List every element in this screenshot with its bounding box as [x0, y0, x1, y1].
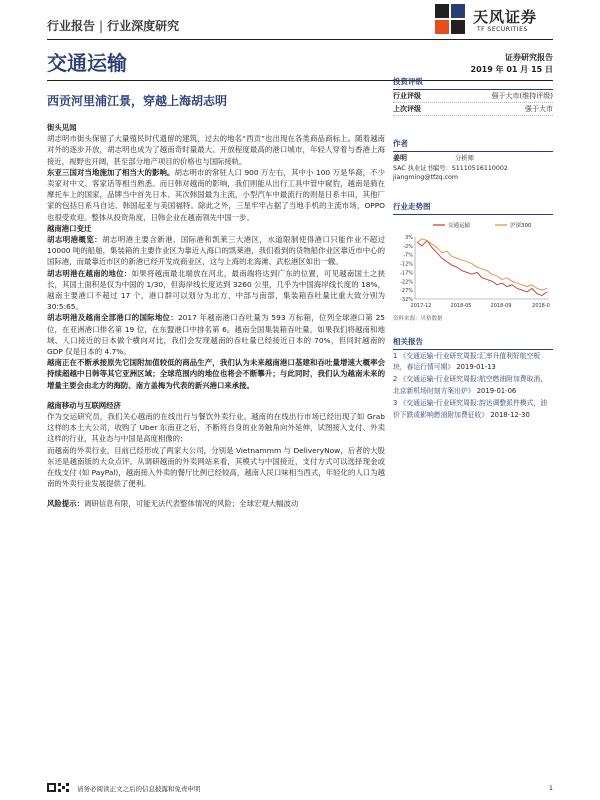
risk-warning [47, 498, 385, 509]
paragraph [47, 312, 385, 357]
paragraph [47, 268, 385, 313]
qr-code-icon [47, 783, 71, 792]
spacer [47, 391, 385, 400]
disclaimer: 请务必阅读正文之后的信息披露和免责申明 [77, 785, 201, 793]
prev-rating-row [393, 103, 553, 116]
paragraph-lead: 胡志明港及越南全部港口的国际地位： [47, 313, 178, 323]
brand-logo [433, 4, 553, 40]
related-report-1[interactable]: 1 《交通运输-行业研究周报:汇率升值利好航空板块，春运行情可期》 2019-01-13 [393, 351, 541, 371]
y-tick-label: -7% [403, 252, 413, 259]
related-report-date: 2018-12-30 [490, 410, 530, 419]
x-tick-label: 2018-09 [490, 302, 512, 309]
risk-text: 调研信息有限，可能无法代表整体情况的风险；全球宏观大幅波动 [83, 498, 299, 508]
industry-rating-value: 强于大市(维持评级) [491, 92, 553, 100]
brand-mark-icon [433, 4, 467, 40]
spacer [393, 116, 553, 138]
paragraph-lead: 胡志明港在越南的地位： [47, 268, 132, 278]
y-tick-label: 3% [405, 234, 413, 241]
y-tick-label: -17% [400, 269, 413, 276]
author-name: 姜明 [393, 154, 407, 162]
report-header [47, 10, 553, 40]
paragraph [47, 234, 385, 268]
y-tick-label: -27% [400, 287, 413, 294]
chart-source: 资料来源：贝格数据 [393, 315, 443, 322]
report-type: 证券研究报告 [505, 53, 553, 62]
chart-svg [393, 217, 553, 312]
author-email[interactable]: jiangming@tfzq.com [393, 174, 458, 181]
breadcrumb [47, 17, 179, 34]
prev-rating-label: 上次评级 [393, 105, 421, 113]
y-tick-label: -12% [400, 261, 413, 268]
paragraph: 胡志明市街头保留了大量殖民时代遗留的建筑，过去的地名“西贡”也出现在各类商品商标上。随着越南对外的逐步开放，胡志明也成为了越南奇时量最大、开放程度最高的港口城市，年轻人穿着与香港上海接近，视野也开阔，甚至部分地产项目的价格也与国际接轨。 [47, 134, 385, 166]
related-report-2[interactable]: 2 《交通运输-行业研究周报:航空燃油附加费取消，北京新机场时刻方案出炉》 2019-01-06 [393, 375, 547, 395]
related-report-3[interactable]: 3 《交通运输-行业研究周报:韵达调整派件模式，油价下跌或影响燃油附加费征收》 2018-12-30 [393, 399, 547, 419]
author-sac: SAC 执业证书编号：S1110516110002 [393, 164, 508, 172]
industry-rating-label: 行业评级 [393, 92, 421, 100]
related-report-date: 2019-01-06 [476, 386, 517, 395]
spacer [393, 322, 553, 336]
related-title: 相关报告 [393, 336, 553, 350]
industry-rating-row [393, 90, 553, 103]
y-tick-label: -22% [400, 278, 413, 285]
rating-title: 投资评级 [393, 76, 553, 90]
related-report-date: 2019-01-13 [456, 362, 496, 371]
legend-label: 沪深300 [510, 222, 532, 229]
spacer [47, 490, 385, 498]
paragraph-text: 如果将越南最北端放在河北，最南端将达到广东的位置，可见越南国土之狭长，其国土面积是仅为中国的 1/30，但海岸线长度达到 3260 公里，几乎为中国海岸线长度的 18%，越南主要港口不超过 17 个，港口群可以划分为北方、中部与南部，集装箱吞吐量比重大致分别为 30:5:65。 [47, 268, 385, 312]
brand-name-en: TF SECURITIES [477, 26, 528, 33]
sidebar [393, 76, 553, 421]
paragraph-text: 胡志明市的常驻人口 900 万左右，其中小 100 万是华裔，不少卖家对中文、客家话等相当熟悉。而日韩对越南的影响，我们则能从出行工具中管中窥豹，越南是骑在摩托车上的国家，品牌当中首先日本、其次韩国最为主流，小型汽车中最流行的则是日系丰田，其他厂家的包括日系马自达、韩国起亚与美国福特。除此之外，三星牢牢占据了当地手机的主流市场，OPPO 也很受欢迎。整体从投资角度，日韩企业在越南领先中国一步。 [47, 167, 385, 222]
paragraph: 作为交运研究员，我们关心越南的在线出行与餐饮外卖行业。越南的在线出行市场已经出现了如 Grab 这样的本土大公司，收购了 Uber 东南亚之后，不断将自身的业务触角向外延伸，试图接入支付、外卖这样的行业，其业态与中国是高度相像的； [47, 412, 385, 444]
main-body [47, 122, 385, 509]
series-line-1 [417, 240, 547, 295]
prev-rating-value: 强于大市 [525, 105, 553, 113]
paragraph: 而越南的外卖行业，目前已经形成了两家大公司，分别是 Vietnammm 与 DeliveryNow，后者的大股东还是越南版的大众点评。从调研越南的外卖网站来看，其模式与中国接近，支付方式可以选择现金或在线支付 (如 PayPal)，越南接入外卖的餐厅比例已经较高，越南人民口味相当西式，年轻化的人口为越南的外卖行业发展提供了便利。 [47, 445, 385, 489]
brand-name: 天风证券 [473, 8, 538, 26]
paragraph-text: 胡志明港主要含新港、国际港和凯莱三大港区，水道限制使得港口只能作业不超过 10000 吨的船舶，集装箱的主要作业区为靠近入海口的凯莱港，我们看到的货物船作业区靠近市中心的国际港，而最靠近市区的新港已经开发成商业区，这与上海的北海滩、武松港区如出一辙。 [47, 235, 385, 267]
report-headline: 西贡河里浦江景，穿越上海胡志明 [47, 94, 228, 108]
breadcrumb-industry-report: 行业报告 [47, 19, 96, 33]
report-date: 2019 年 01 月 15 日 [470, 65, 553, 74]
section-title-street: 街头见闻 [47, 123, 77, 132]
paragraph-lead: 胡志明港概览： [47, 235, 103, 245]
section-title-ports: 越南港口变迁 [47, 223, 92, 233]
x-tick-label: 2017-12 [410, 302, 432, 309]
breadcrumb-industry-deep: 行业深度研究 [107, 19, 180, 33]
x-tick-label: 2018-0 [532, 302, 550, 309]
section-title-internet: 越南移动与互联网经济 [47, 400, 121, 410]
x-tick-label: 2018-05 [450, 302, 472, 309]
chart-title: 行业走势图 [393, 201, 553, 215]
paragraph [47, 167, 385, 223]
paragraph-text: 2017 年越南港口吞吐量为 593 万标箱，位列全球港口第 25 位，在亚洲港口排名第 19 位，在东盟港口中排名第 6。越南全国集装箱吞吐量，如果我们将越南和地域、人口接近的日本做个横向对比，我们会发现越南的吞吐量已经接近日本的 70%，但同时越南的 GDP 仅是日本的 4.7%。 [47, 313, 385, 357]
risk-lead: 风险提示： [47, 498, 84, 508]
sector-title: 交通运输 [47, 51, 127, 75]
y-tick-label: -2% [403, 243, 413, 250]
spacer [393, 183, 553, 201]
author-title: 作者 [393, 138, 553, 152]
series-line-2 [417, 238, 547, 289]
author-role: 分析师 [455, 155, 474, 162]
y-tick-label: -32% [400, 296, 413, 303]
industry-trend-chart [393, 217, 553, 312]
paragraph-conclusion: 越南正在不断承接原先它国附加值较低的商品生产，我们认为未来越南港口基建和吞吐量增速大概率会持续超越中日韩等其它亚洲区域；全球范围内的地位也将会不断攀升；与此同时，我们认为越南未来的增量主要会由北方的海防、南方盖梅为代表的新兴港口来承接。 [47, 358, 385, 390]
breadcrumb-separator: | [99, 19, 104, 33]
author-block [393, 154, 553, 183]
related-reports [393, 351, 553, 421]
page-number: 1 [548, 784, 553, 792]
paragraph-lead: 东亚三国对当地施加了相当大的影响。 [47, 167, 175, 177]
legend-label: 交通运输 [448, 222, 471, 229]
